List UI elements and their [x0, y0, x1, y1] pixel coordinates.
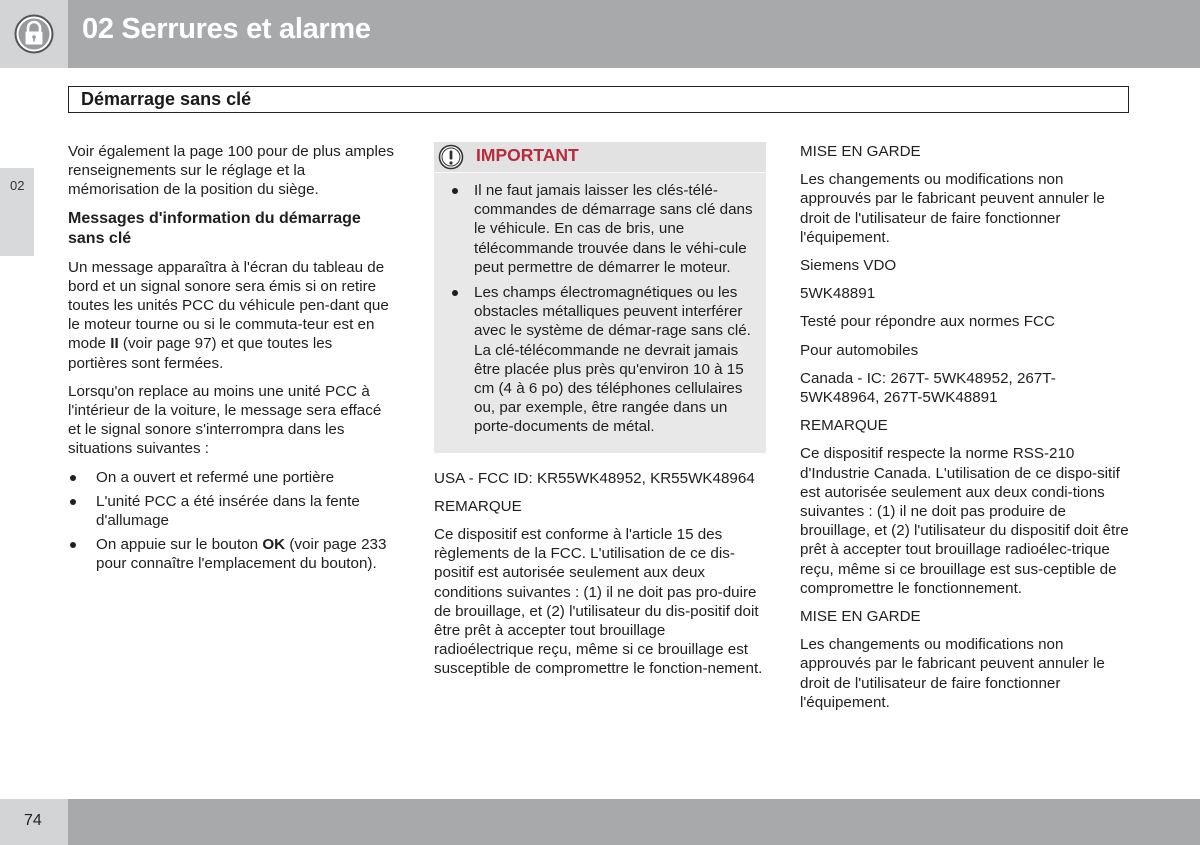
conditions-list: [68, 468, 394, 574]
bullet-icon: [70, 542, 76, 548]
ignition-mode-label: II: [110, 335, 119, 353]
list-item: [68, 468, 394, 487]
list-item-text: (voir page 233 pour connaître l'emplacement du bouton).: [96, 536, 387, 573]
remark-text: Ce dispositif est conforme à l'article 15 des règlements de la FCC. L'utilisation de ce dis-positif est autorisée seulement aux deux conditions suivantes : (1) il ne doit pas pro-duire de brouillage, et (2) l'utilisateur du dis-positif doit être prêt à accepter tout brouillage radioélectrique reçu, même si ce brouillage est susceptible de compromettre le fonction-nement.: [434, 526, 763, 678]
remark-label: REMARQUE: [800, 417, 888, 435]
fcc-id: USA - FCC ID: KR55WK48952, KR55WK48964: [434, 469, 755, 487]
subheading: Messages d'information du démarrage sans clé: [68, 209, 361, 247]
page-footer: [0, 799, 1200, 845]
pcc-replace-paragraph: Lorsqu'on replace au moins une unité PCC à l'intérieur de la voiture, le message sera effacé et le signal sonore s'interrompra dans les situations suivantes :: [68, 382, 382, 458]
list-item-text: On a ouvert et refermé une portière: [96, 468, 335, 486]
list-item: [68, 535, 394, 573]
paragraph-text: (voir page 97) et que toutes les portières sont fermées.: [68, 335, 333, 372]
section-header: [68, 86, 1129, 113]
warning-text: Les changements ou modifications non approuvés par le fabricant peuvent annuler le droit de l'utilisateur de faire fonctionner l'équipement.: [800, 171, 1105, 246]
paragraph-text: Un message apparaîtra à l'écran du tableau de bord et un signal sonore sera émis si on retire toutes les unités PCC du véhicule pen-dant que le moteur tourne ou si le commuta-teur est en mode: [68, 258, 389, 353]
fcc-tested: Testé pour répondre aux normes FCC: [800, 313, 1055, 331]
remark-label: REMARQUE: [434, 497, 522, 515]
bullet-icon: [70, 475, 76, 481]
model-number: 5WK48891: [800, 285, 876, 303]
list-item-text: Il ne faut jamais laisser les clés-télé-commandes de démarrage sans clé dans le véhicule. En cas de bris, une télécommande trouvée dans le véhi-cule peut permettre de démarrer le moteur.: [474, 182, 753, 276]
for-automobiles: Pour automobiles: [800, 341, 919, 359]
important-list: [444, 181, 756, 437]
page-number: 74: [24, 812, 42, 829]
list-item-text: On appuie sur le bouton: [96, 536, 263, 554]
remark-text: Ce dispositif respecte la norme RSS-210 d'Industrie Canada. L'utilisation de ce dispo-sitif est autorisée seulement aux deux condi-tions suivantes : (1) il ne doit pas produire de brouillage, et (2) l'utilisateur du dispositif doit être prêt à accepter tout brouillage radioélec-trique reçu, même si ce brouillage est sus-ceptible de compromettre le fonctionnement.: [800, 445, 1129, 597]
chapter-side-tab: [0, 168, 34, 256]
bullet-icon: [452, 188, 458, 194]
side-tab-label: 02: [10, 178, 25, 193]
text-column-2: [434, 142, 766, 688]
list-item: [444, 181, 756, 277]
exclamation-icon: [438, 144, 464, 170]
startup-message-paragraph: [68, 258, 394, 373]
ok-button-label: OK: [262, 536, 286, 554]
bullet-icon: [452, 290, 458, 296]
manufacturer: Siemens VDO: [800, 257, 897, 275]
list-item-text: L'unité PCC a été insérée dans la fente d'allumage: [96, 492, 360, 530]
chapter-header: [0, 0, 1200, 68]
text-column-3: [800, 142, 1130, 721]
list-item: [68, 492, 394, 530]
page-number-box: [0, 799, 68, 845]
lock-icon: [14, 14, 54, 54]
section-title: Démarrage sans clé: [81, 89, 252, 109]
list-item-text: Les champs électromagnétiques ou les obstacles métalliques peuvent interférer avec le système de démar-rage sans clé. La clé-télécommande ne devrait jamais être placée plus près qu'environ 10 à 15 cm (4 à 6 po) des téléphones cellulaires ou, par exemple, être rangée dans un porte-documents de métal.: [474, 284, 751, 436]
chapter-title: 02 Serrures et alarme: [82, 13, 371, 45]
warning-label: MISE EN GARDE: [800, 143, 921, 160]
text-column-1: [68, 142, 394, 579]
canada-ic: Canada - IC: 267T- 5WK48952, 267T-5WK48964, 267T-5WK48891: [800, 369, 1056, 407]
intro-paragraph: Voir également la page 100 pour de plus amples renseignements sur le réglage et la mémorisation de la position du siège.: [68, 143, 394, 199]
chapter-icon-box: [0, 0, 68, 68]
warning-label: MISE EN GARDE: [800, 608, 921, 626]
important-box: [434, 142, 766, 453]
important-header: [434, 142, 766, 173]
list-item: [444, 283, 756, 437]
important-title: IMPORTANT: [476, 145, 579, 165]
warning-text: Les changements ou modifications non approuvés par le fabricant peuvent annuler le droit de l'utilisateur de faire fonctionner l'équipement.: [800, 636, 1105, 711]
bullet-icon: [70, 499, 76, 505]
